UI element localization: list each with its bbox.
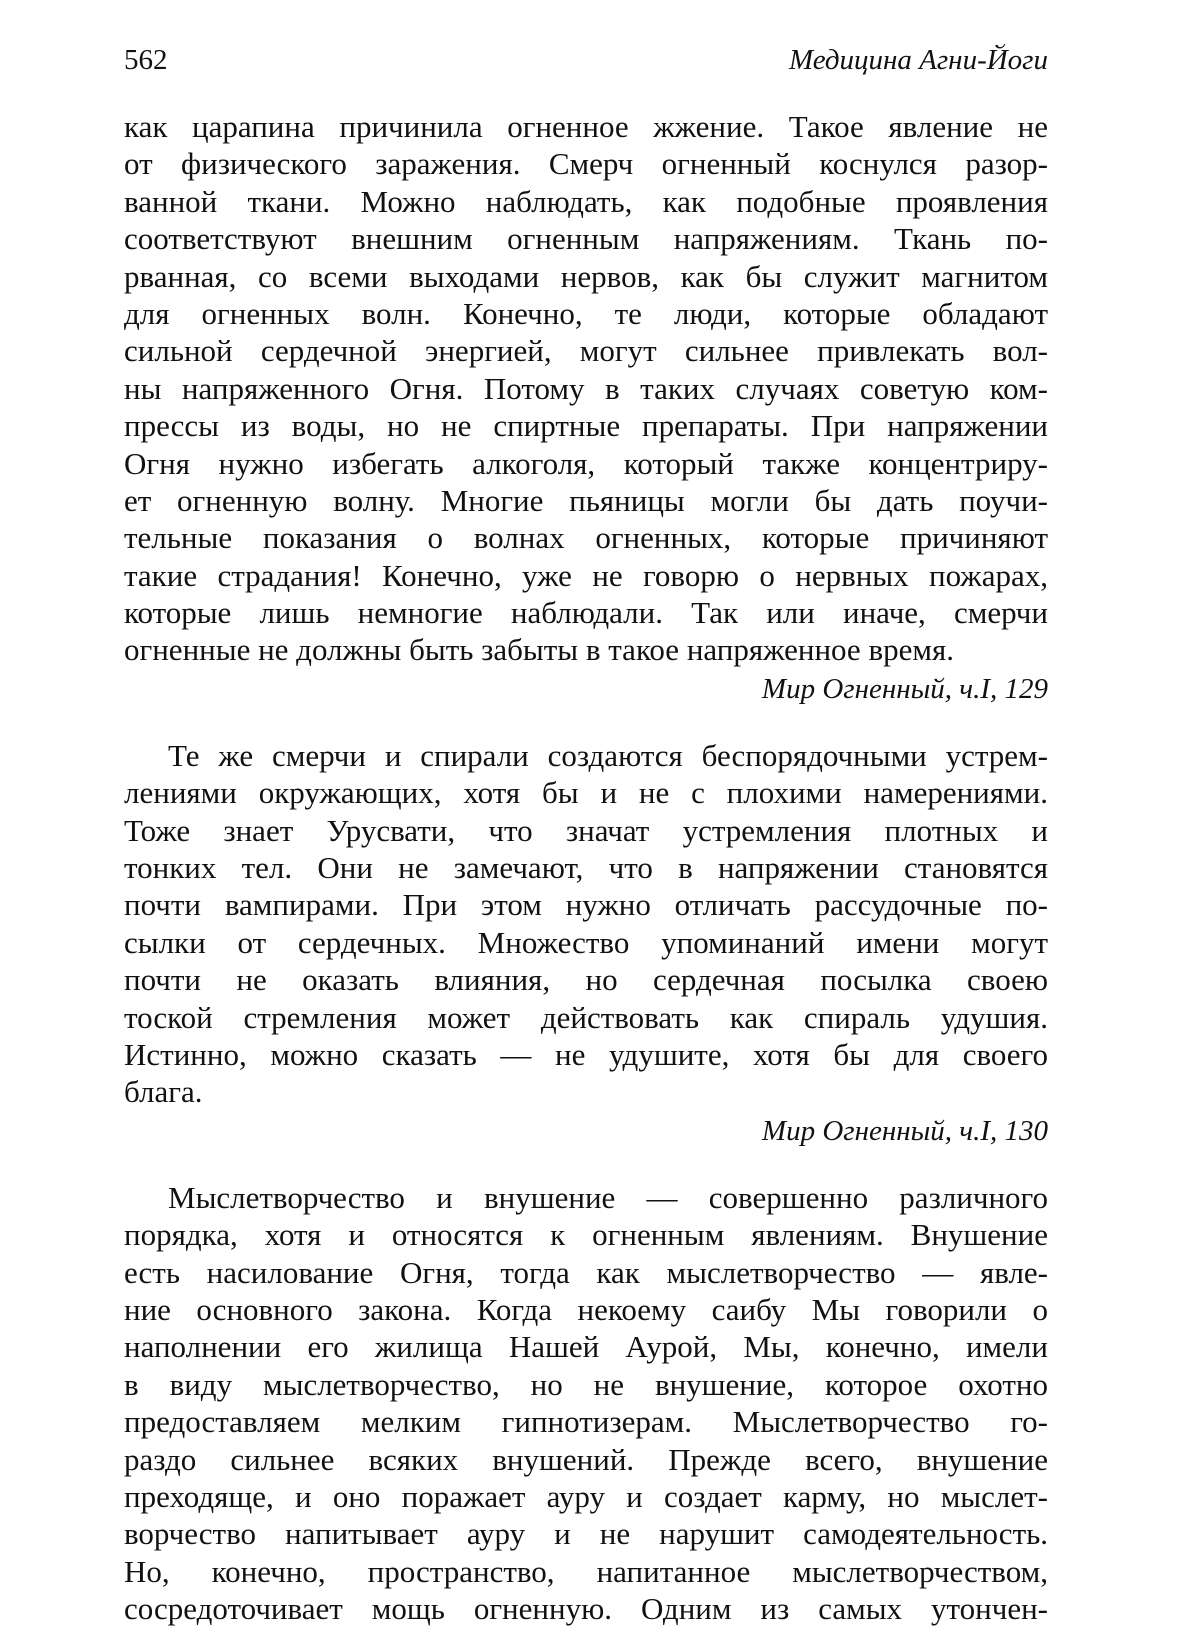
text-line: тонких тел. Они не замечают, что в напряжении становятся [124, 850, 1048, 886]
text-line: соответствуют внешним огненным напряжениям. Ткань по- [124, 221, 1048, 257]
text-line: такие страдания! Конечно, уже не говорю о нервных пожарах, [124, 557, 1048, 593]
text-line: ванной ткани. Можно наблюдать, как подобные проявления [124, 183, 1048, 219]
text-line: рванная, со всеми выходами нервов, как бы служит магнитом [124, 258, 1048, 294]
text-line: есть насилование Огня, тогда как мыслетворчество — явле- [124, 1254, 1048, 1290]
text-line: сылки от сердечных. Множество упоминаний имени могут [124, 924, 1048, 960]
text-line: как царапина причинила огненное жжение. Такое явление не [124, 109, 1048, 144]
paragraph-129 [124, 108, 1048, 669]
text-line: ны напряженного Огня. Потому в таких случаях советую ком- [124, 370, 1048, 406]
book-page [124, 40, 1048, 1627]
text-line: лениями окружающих, хотя бы и не с плохими намерениями. [124, 775, 1048, 811]
text-line: преходяще, и оно поражает ауру и создает карму, но мыслет- [124, 1478, 1048, 1514]
text-line: почти вампирами. При этом нужно отличать рассудочные по- [124, 887, 1048, 923]
text-line: тельные показания о волнах огненных, которые причиняют [124, 520, 1048, 556]
text-line: которые лишь немногие наблюдали. Так или иначе, смерчи [124, 595, 1048, 631]
text-line: Мыслетворчество и внушение — совершенно различного [168, 1179, 1048, 1215]
text-line: Но, конечно, пространство, напитанное мыслетворчеством, [124, 1553, 1048, 1589]
text-line: предоставляем мелким гипнотизерам. Мыслетворчество го- [124, 1404, 1048, 1440]
text-line: порядка, хотя и относятся к огненным явлениям. Внушение [124, 1217, 1048, 1253]
text-line: Тоже знает Урусвати, что значат устремления плотных и [124, 812, 1048, 848]
text-line: ворчество напитывает ауру и не нарушит самодеятельность. [124, 1516, 1048, 1552]
text-line: прессы из воды, но не спиртные препараты. При напряжении [124, 408, 1048, 444]
page-number: 562 [124, 44, 168, 76]
source-citation: Мир Огненный, ч.I, 130 [761, 1114, 1048, 1147]
text-line: Те же смерчи и спирали создаются беспорядочными устрем- [168, 737, 1048, 773]
text-line: для огненных волн. Конечно, те люди, которые обладают [124, 295, 1048, 331]
text-line: сосредоточивает мощь огненную. Одним из самых утончен- [124, 1591, 1048, 1627]
text-line: блага. [124, 1074, 203, 1110]
text-line: наполнении его жилища Нашей Аурой, Мы, конечно, имели [124, 1329, 1048, 1365]
paragraph-130 [124, 737, 1048, 1111]
text-line: Огня нужно избегать алкоголя, который также концентриру- [124, 445, 1048, 481]
text-line: почти не оказать влияния, но сердечная посылка своею [124, 962, 1048, 998]
text-line: в виду мыслетворчество, но не внушение, которое охотно [124, 1366, 1048, 1402]
text-line: тоской стремления может действовать как спираль удушия. [124, 999, 1048, 1035]
text-line: Истинно, можно сказать — не удушите, хотя бы для своего [124, 1036, 1048, 1072]
text-line: ние основного закона. Когда некоему саибу Мы говорили о [124, 1291, 1048, 1327]
text-line: от физического заражения. Смерч огненный коснулся разор- [124, 146, 1048, 182]
paragraph-131 [124, 1179, 1048, 1627]
text-line: ет огненную волну. Многие пьяницы могли бы дать поучи- [124, 482, 1048, 518]
text-line: огненные не должны быть забыты в такое напряженное время. [124, 632, 954, 668]
text-line: раздо сильнее всяких внушений. Прежде всего, внушение [124, 1441, 1048, 1477]
text-line: сильной сердечной энергией, могут сильнее привлекать вол- [124, 333, 1048, 369]
source-citation: Мир Огненный, ч.I, 129 [761, 672, 1048, 705]
running-title: Медицина Агни-Йоги [788, 44, 1048, 76]
page-header [124, 40, 1048, 84]
